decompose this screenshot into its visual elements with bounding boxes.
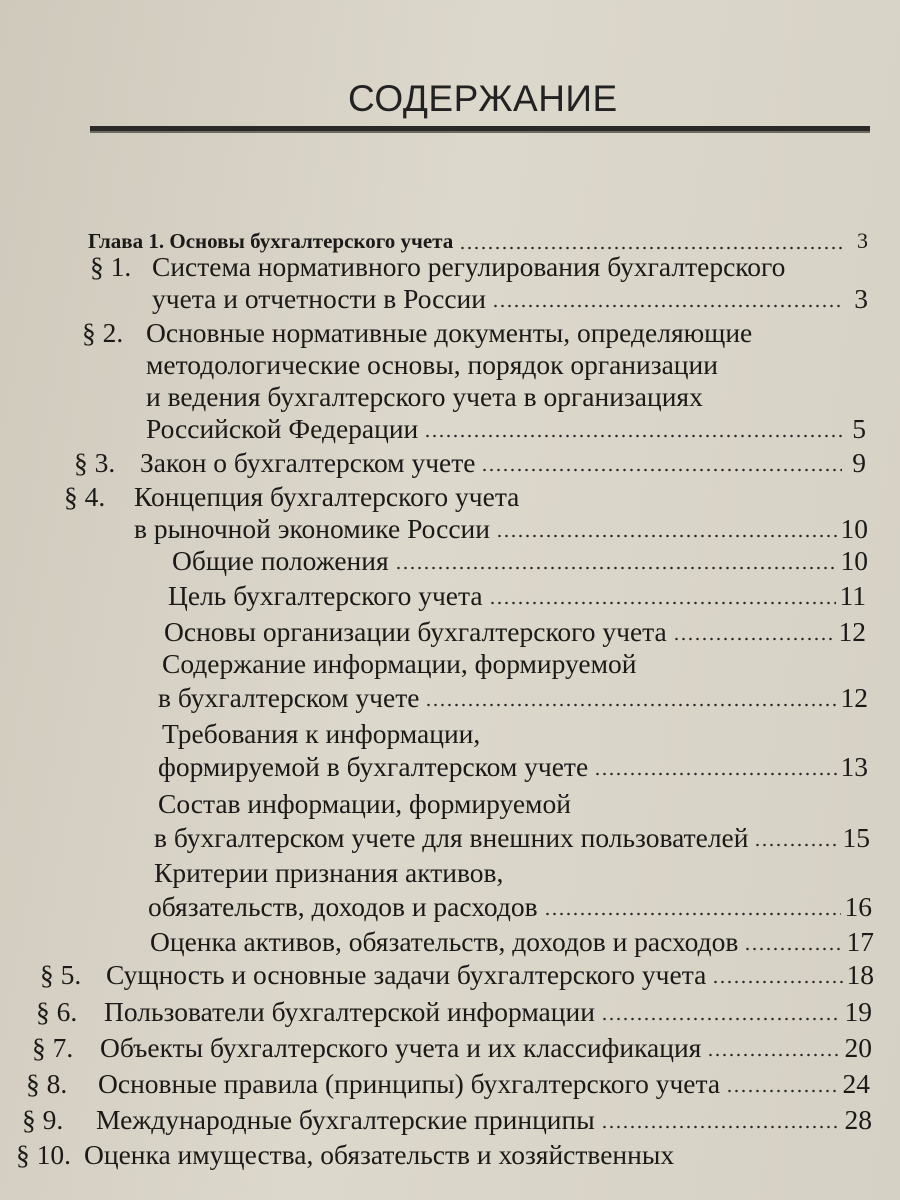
toc-entry-line xyxy=(106,960,874,990)
toc-page-number: 19 xyxy=(844,996,872,1027)
toc-dot-leader xyxy=(601,1125,841,1129)
toc-entry-title: учета и отчетности в России xyxy=(152,283,486,314)
toc-page-number: 24 xyxy=(842,1068,870,1099)
toc-dot-leader xyxy=(712,980,842,984)
toc-section-number: § 7. xyxy=(32,1032,74,1063)
toc-entry-title: Объекты бухгалтерского учета и их классификация xyxy=(100,1032,702,1063)
toc-entry-title: Российской Федерации xyxy=(146,413,419,444)
toc-entry-line xyxy=(164,617,866,647)
toc-entry-title: Требования к информации, xyxy=(162,718,481,749)
toc-page-number: 15 xyxy=(842,822,870,853)
toc-entry-title: методологические основы, порядок организации xyxy=(146,349,718,380)
toc-section-number: § 4. xyxy=(64,481,106,512)
toc-page-number: 12 xyxy=(838,616,866,647)
toc-page-number: 18 xyxy=(846,959,874,990)
toc-dot-leader xyxy=(544,912,841,916)
toc-entry-line xyxy=(168,581,866,611)
toc-page-number: 10 xyxy=(840,545,868,576)
toc-page-number: 3 xyxy=(857,228,868,253)
toc-entry-title: Основные нормативные документы, определяющие xyxy=(146,317,753,348)
toc-page-number: 16 xyxy=(844,891,872,922)
toc-dot-leader xyxy=(726,1089,838,1093)
toc-entry-line xyxy=(162,649,637,679)
toc-entry-title: в бухгалтерском учете xyxy=(158,682,420,713)
toc-page-number: 13 xyxy=(840,751,868,782)
toc-entry-line xyxy=(150,927,874,957)
toc-dot-leader xyxy=(489,601,836,605)
toc-entry-line xyxy=(172,546,868,576)
toc-dot-leader xyxy=(496,534,837,538)
toc-entry-line xyxy=(158,789,571,819)
toc-entry-line xyxy=(98,1069,870,1099)
toc-page-number: 9 xyxy=(852,447,866,478)
toc-dot-leader xyxy=(744,947,842,951)
toc-entry-line xyxy=(140,448,866,478)
toc-section-number: § 10. xyxy=(16,1139,71,1170)
toc-entry-title: Международные бухгалтерские принципы xyxy=(96,1104,595,1135)
toc-section-number: § 6. xyxy=(36,996,78,1027)
toc-entry-title: в бухгалтерском учете для внешних пользователей xyxy=(154,822,749,853)
toc-section-number: § 2. xyxy=(82,317,124,348)
toc-dot-leader xyxy=(492,304,844,308)
toc-page-number: 20 xyxy=(844,1032,872,1063)
toc-entry-title: Основы организации бухгалтерского учета xyxy=(164,616,667,647)
toc-entry-line xyxy=(100,1033,872,1063)
toc-entry-line xyxy=(134,514,868,544)
toc-page-number: 17 xyxy=(846,926,874,957)
toc-entry-title: обязательств, доходов и расходов xyxy=(148,891,538,922)
toc-dot-leader xyxy=(601,1017,841,1021)
toc-entry-title: Сущность и основные задачи бухгалтерского учета xyxy=(106,959,707,990)
toc-page-number: 5 xyxy=(852,413,866,444)
toc-dot-leader xyxy=(395,566,837,570)
toc-entry-title: Концепция бухгалтерского учета xyxy=(134,481,520,512)
toc-entry-title: Оценка имущества, обязательств и хозяйственных xyxy=(84,1139,675,1170)
toc-entry-line xyxy=(154,858,503,888)
toc-entry-title: Глава 1. Основы бухгалтерского учета xyxy=(88,229,454,253)
toc-entry-title: Основные правила (принципы) бухгалтерского учета xyxy=(98,1068,721,1099)
toc-section-number: § 5. xyxy=(40,959,82,990)
toc-entry-title: Цель бухгалтерского учета xyxy=(168,580,483,611)
toc-section-number: § 9. xyxy=(22,1104,64,1135)
toc-dot-leader xyxy=(707,1053,840,1057)
toc-dot-leader xyxy=(425,703,836,707)
toc-entry-title: Общие положения xyxy=(172,545,389,576)
toc-entry-title: Система нормативного регулирования бухгалтерского xyxy=(152,251,786,282)
toc-entry-line xyxy=(146,382,703,412)
toc-dot-leader xyxy=(424,434,842,438)
toc-entry-line xyxy=(154,823,870,853)
toc-page-number: 12 xyxy=(840,682,868,713)
toc-entry-line xyxy=(84,1140,674,1170)
toc-entry-line xyxy=(152,252,785,282)
toc-entry-title: Содержание информации, формируемой xyxy=(162,648,637,679)
toc-entry-line xyxy=(162,719,480,749)
toc-entry-line xyxy=(146,350,718,380)
toc-dot-leader xyxy=(481,468,842,472)
toc-entry-line xyxy=(146,414,866,444)
toc-page-number: 3 xyxy=(854,283,868,314)
toc-entry-line xyxy=(134,482,519,512)
toc-dot-leader xyxy=(594,772,836,776)
toc-section-number: § 8. xyxy=(26,1068,68,1099)
toc-entry-line xyxy=(96,1105,872,1135)
toc-section-number: § 1. xyxy=(90,251,132,282)
toc-entry-title: и ведения бухгалтерского учета в организациях xyxy=(146,381,703,412)
toc-page-number: 10 xyxy=(840,513,868,544)
toc-entry-title: Оценка активов, обязательств, доходов и расходов xyxy=(150,926,739,957)
toc-entry-line xyxy=(158,752,868,782)
toc-entry-line xyxy=(152,284,868,314)
toc-page-number: 28 xyxy=(844,1104,872,1135)
toc-entry-title: в рыночной экономике России xyxy=(134,513,490,544)
toc-section-number: § 3. xyxy=(74,447,116,478)
toc-entry-title: Закон о бухгалтерском учете xyxy=(140,447,476,478)
toc-dot-leader xyxy=(754,843,838,847)
toc-entry-title: Пользователи бухгалтерской информации xyxy=(104,996,595,1027)
page-heading: СОДЕРЖАНИЕ xyxy=(348,78,618,119)
toc-page-number: 11 xyxy=(839,580,866,611)
toc-dot-leader xyxy=(673,637,835,641)
toc-entry-title: Состав информации, формируемой xyxy=(158,788,571,819)
toc-dot-leader xyxy=(459,246,844,250)
toc-entry-title: формируемой в бухгалтерском учете xyxy=(158,751,589,782)
toc-entry-line xyxy=(158,683,868,713)
heading-rule xyxy=(90,126,870,133)
toc-entry-line xyxy=(148,892,872,922)
toc-entry-line xyxy=(104,997,872,1027)
toc-entry-title: Критерии признания активов, xyxy=(154,857,504,888)
toc-entry-line xyxy=(146,318,752,348)
